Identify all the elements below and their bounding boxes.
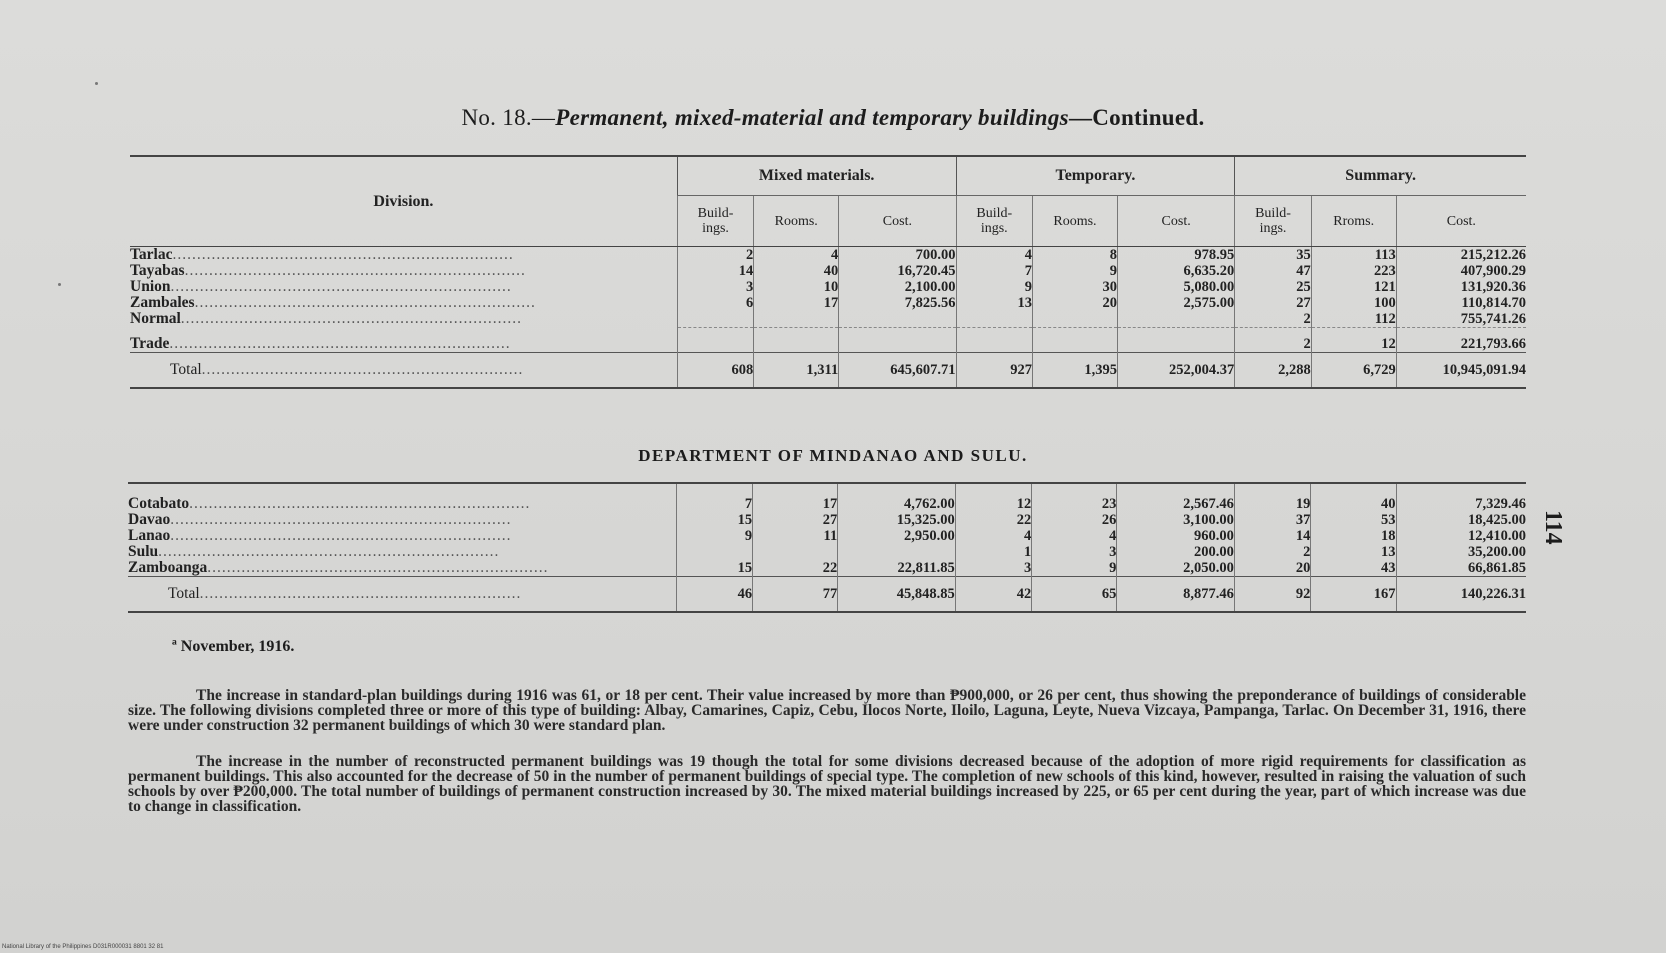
mixed-buildings-values: 7 15 9 15: [676, 484, 753, 577]
total-row: [128, 577, 1526, 613]
total-temporary-buildings: 927: [956, 353, 1032, 389]
department-heading: DEPARTMENT OF MINDANAO AND SULU.: [638, 446, 1028, 465]
total-temporary-cost: 252,004.37: [1117, 353, 1234, 389]
scan-credit: National Library of the Philippines D031R000031 8801 32 81: [2, 944, 164, 950]
total-mixed-cost: 45,848.85: [838, 577, 955, 613]
total-summary-cost: 10,945,091.94: [1396, 353, 1526, 389]
summary-cost-values: 7,329.46 18,425.00 12,410.00 35,200.00 66,861.85: [1396, 484, 1526, 577]
total-row: [130, 353, 1526, 389]
total-temporary-cost: 8,877.46: [1117, 577, 1234, 613]
col-cost: Cost.: [839, 196, 956, 247]
total-summary-rooms: 167: [1311, 577, 1396, 613]
summary-cost: 221,793.66: [1396, 328, 1526, 353]
total-mixed-rooms: 77: [753, 577, 838, 613]
total-label: Total..................................................................: [128, 577, 676, 613]
col-rooms: Rroms.: [1311, 196, 1396, 247]
title-number: No. 18.—: [461, 105, 556, 130]
temporary-cost-values: 2,567.46 3,100.00 960.00 200.00 2,050.00: [1117, 484, 1234, 577]
col-rooms: Rooms.: [754, 196, 839, 247]
total-mixed-cost: 645,607.71: [839, 353, 956, 389]
total-temporary-rooms: 1,395: [1032, 353, 1117, 389]
table-row-group: [130, 247, 1526, 328]
summary-buildings-values: 35 47 25 27 2: [1235, 247, 1311, 328]
summary-cost-values: 215,212.26 407,900.29 131,920.36 110,814.70 755,741.26: [1396, 247, 1526, 328]
division-name: Normal......................................................................: [130, 310, 523, 327]
division-name: Davao......................................................................: [128, 511, 512, 528]
division-name: Cotabato......................................................................: [128, 495, 531, 512]
mixed-rooms-values: 4 40 10 17: [754, 247, 839, 328]
division-name: Zamboanga......................................................................: [128, 559, 549, 576]
col-buildings: Build- ings.: [956, 196, 1032, 247]
total-mixed-buildings: 608: [677, 353, 753, 389]
title-suffix: —Continued.: [1068, 105, 1205, 130]
col-rooms: Rooms.: [1032, 196, 1117, 247]
title-italic: Permanent, mixed-material and temporary buildings: [555, 105, 1069, 130]
summary-buildings: 2: [1235, 328, 1311, 353]
temporary-cost-values: 978.95 6,635.20 5,080.00 2,575.00: [1117, 247, 1234, 328]
buildings-table-main: [130, 155, 1526, 389]
table-row: [130, 328, 1526, 353]
mixed-rooms-values: 17 27 11 22: [753, 484, 838, 577]
table-title: [0, 105, 1666, 131]
division-names: [130, 247, 677, 328]
division-name: Union......................................................................: [130, 278, 512, 295]
total-label: Total..................................................................: [130, 353, 677, 389]
page-number: 114: [1540, 510, 1566, 545]
temporary-buildings-values: 4 7 9 13: [956, 247, 1032, 328]
division-name: Sulu......................................................................: [128, 543, 500, 560]
buildings-table-mindanao: [128, 482, 1526, 613]
division-header: Division.: [130, 156, 677, 246]
paragraph: The increase in standard-plan buildings during 1916 was 61, or 18 per cent. Their value increased by more than ₱900,000, or 26 per cent, thus showing the preponderance of buildings of considerable size. The following divisions completed three or more of this type of building: Albay, Camarines, Capiz, Cebu, Ilocos Norte, Iloilo, Laguna, Leyte, Nueva Vizcaya, Pampanga, Tarlac. On December 31, 1916, there were under construction 32 permanent buildings of which 30 were standard plan.: [128, 686, 1526, 734]
summary-rooms: 12: [1311, 328, 1396, 353]
division-name: Trade......................................................................: [130, 335, 511, 352]
scan-speck: [95, 82, 98, 85]
division-name: Tayabas......................................................................: [130, 262, 526, 279]
col-buildings: Build- ings.: [677, 196, 753, 247]
temporary-rooms-values: 8 9 30 20: [1032, 247, 1117, 328]
total-temporary-rooms: 65: [1032, 577, 1117, 613]
col-cost: Cost.: [1117, 196, 1234, 247]
summary-rooms-values: 113 223 121 100 112: [1311, 247, 1396, 328]
table-row-group: [128, 484, 1526, 577]
total-temporary-buildings: 42: [955, 577, 1032, 613]
total-summary-rooms: 6,729: [1311, 353, 1396, 389]
temporary-buildings-values: 12 22 4 1 3: [955, 484, 1032, 577]
total-mixed-buildings: 46: [676, 577, 753, 613]
total-summary-buildings: 2,288: [1235, 353, 1311, 389]
mixed-cost-values: 700.00 16,720.45 2,100.00 7,825.56: [839, 247, 956, 328]
paragraph: The increase in the number of reconstructed permanent buildings was 19 though the total for some divisions decreased because of the adoption of more rigid requirements for classification as permanent buildings. This also accounted for the decrease of 50 in the number of permanent buildings of special type. The completion of new schools of this kind, however, resulted in raising the valuation of such schools by over ₱200,000. The total number of buildings of permanent construction increased by 30. The mixed material buildings increased by 225, or 65 per cent during the year, part of which increase was due to change in classification.: [128, 752, 1526, 815]
division-names: [128, 484, 676, 577]
division-name: Lanao......................................................................: [128, 527, 512, 544]
total-summary-buildings: 92: [1234, 577, 1311, 613]
mixed-materials-header: Mixed materials.: [677, 156, 956, 196]
summary-buildings-values: 19 37 14 2 20: [1234, 484, 1311, 577]
mixed-cost-values: 4,762.00 15,325.00 2,950.00 22,811.85: [838, 484, 955, 577]
total-summary-cost: 140,226.31: [1396, 577, 1526, 613]
summary-rooms-values: 40 53 18 13 43: [1311, 484, 1396, 577]
division-name: Zambales......................................................................: [130, 294, 536, 311]
scan-speck: [58, 283, 61, 286]
temporary-header: Temporary.: [956, 156, 1235, 196]
temporary-rooms-values: 23 26 4 3 9: [1032, 484, 1117, 577]
mixed-buildings-values: 2 14 3 6: [677, 247, 753, 328]
total-mixed-rooms: 1,311: [754, 353, 839, 389]
footnote: ª November, 1916.: [172, 638, 295, 655]
col-cost: Cost.: [1396, 196, 1526, 247]
division-name: Tarlac......................................................................: [130, 246, 514, 263]
summary-header: Summary.: [1235, 156, 1526, 196]
col-buildings: Build- ings.: [1235, 196, 1311, 247]
